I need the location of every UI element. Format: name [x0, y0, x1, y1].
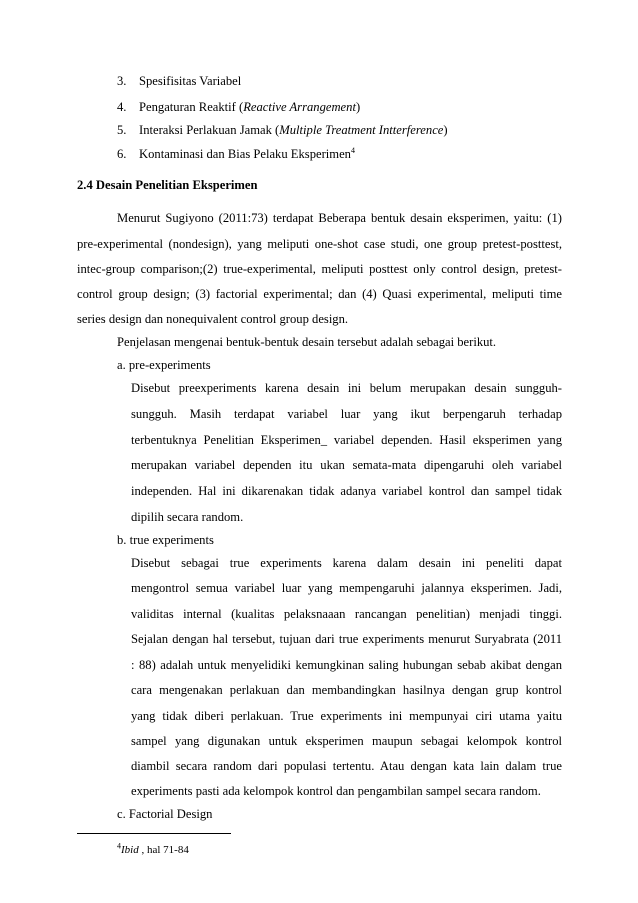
para1-line: Menurut Sugiyono (2011:73) terdapat Beberapa bentuk desain eksperimen, yaitu: (1)	[117, 211, 562, 225]
footnote-ref: 4	[350, 145, 355, 155]
list-text: Spesifisitas Variabel	[139, 74, 242, 88]
list-number: 6.	[117, 147, 127, 161]
item-a-line: independen. Hal ini dikarenakan tidak adanya variabel kontrol dan sampel tidak	[131, 484, 562, 498]
list-text: Pengaturan Reaktif (	[139, 100, 244, 114]
item-b-line: mengontrol semua variabel luar yang mempengaruhi jalannya eksperimen. Jadi,	[131, 581, 562, 595]
list-number: 3.	[117, 74, 127, 88]
list-italic: Reactive Arrangement	[243, 100, 356, 114]
list-number: 5.	[117, 123, 127, 137]
item-a-label: a. pre-experiments	[117, 358, 211, 372]
item-b-line: experiments pasti ada kelompok kontrol dan pengambilan sampel secara random.	[131, 784, 541, 798]
list-text: Kontaminasi dan Bias Pelaku Eksperimen	[139, 147, 351, 161]
section-heading: 2.4 Desain Penelitian Eksperimen	[77, 178, 258, 192]
item-a-line: sungguh. Masih terdapat variabel luar yang ikut berpengaruh terhadap	[131, 407, 562, 421]
footnote-ibid: Ibid	[121, 844, 139, 856]
item-a-line: merupakan variabel dependen itu ukan semata-mata dipengaruhi oleh variabel	[131, 458, 562, 472]
list-after: )	[355, 100, 361, 114]
item-a-line: Disebut preexperiments karena desain ini belum merupakan desain sungguh-	[131, 381, 562, 395]
item-c-label: c. Factorial Design	[117, 807, 213, 821]
para1-line: intec-group comparison;(2) true-experimental, meliputi posttest only control design, pretest-	[77, 262, 562, 276]
para2: Penjelasan mengenai bentuk-bentuk desain tersebut adalah sebagai berikut.	[117, 335, 497, 349]
item-b-line: cara mengenakan perlakuan dan membandingkan hasilnya dengan grup kontrol	[131, 683, 562, 697]
list-number: 4.	[117, 100, 127, 114]
list-item-5	[117, 122, 448, 138]
item-b-line: Sejalan dengan hal tersebut, tujuan dari true experiments menurut Suryabrata (2011	[131, 632, 562, 646]
item-b-line: diambil secara random dari populasi tertentu. Atau dengan kata lain dalam true	[131, 759, 562, 773]
footnote-number: 4	[117, 841, 121, 851]
footnote-rule	[77, 833, 231, 834]
item-a-line: terbentuknya Penelitian Eksperimen_ variabel dependen. Hasil eksperimen yang	[131, 433, 562, 447]
footnote	[117, 842, 189, 858]
para1-line: series design dan nonequivalent control group design.	[77, 312, 349, 326]
list-text: Interaksi Perlakuan Jamak (	[139, 123, 280, 137]
list-item-3	[117, 73, 241, 89]
item-b-line: sampel yang digunakan untuk eksperimen maupun sebagai kelompok kontrol	[131, 734, 562, 748]
item-b-label: b. true experiments	[117, 533, 214, 547]
item-b-line: validitas internal (kualitas pelaksnaaan rancangan penelitian) menjadi tinggi.	[131, 607, 562, 621]
item-b-line: : 88) adalah untuk menyelidiki kemungkinan saling hubungan sebab akibat dengan	[131, 658, 562, 672]
para1-line: pre-experimental (nondesign), yang meliputi one-shot case studi, one group pretest-posttest,	[77, 237, 562, 251]
para1-line: control group design; (3) factorial experimental; dan (4) Quasi experimental, meliputi time	[77, 287, 562, 301]
list-item-4	[117, 99, 360, 115]
item-b-line: yang tidak diberi perlakuan. True experiments ini mempunyai ciri utama yaitu	[131, 709, 562, 723]
footnote-text: , hal 71-84	[138, 844, 189, 856]
list-after: )	[443, 123, 448, 137]
item-a-line: dipilih secara random.	[131, 510, 244, 524]
item-b-line: Disebut sebagai true experiments karena dalam desain ini peneliti dapat	[131, 556, 562, 570]
list-item-6	[117, 146, 355, 162]
list-italic: Multiple Treatment Intterference	[279, 123, 444, 137]
